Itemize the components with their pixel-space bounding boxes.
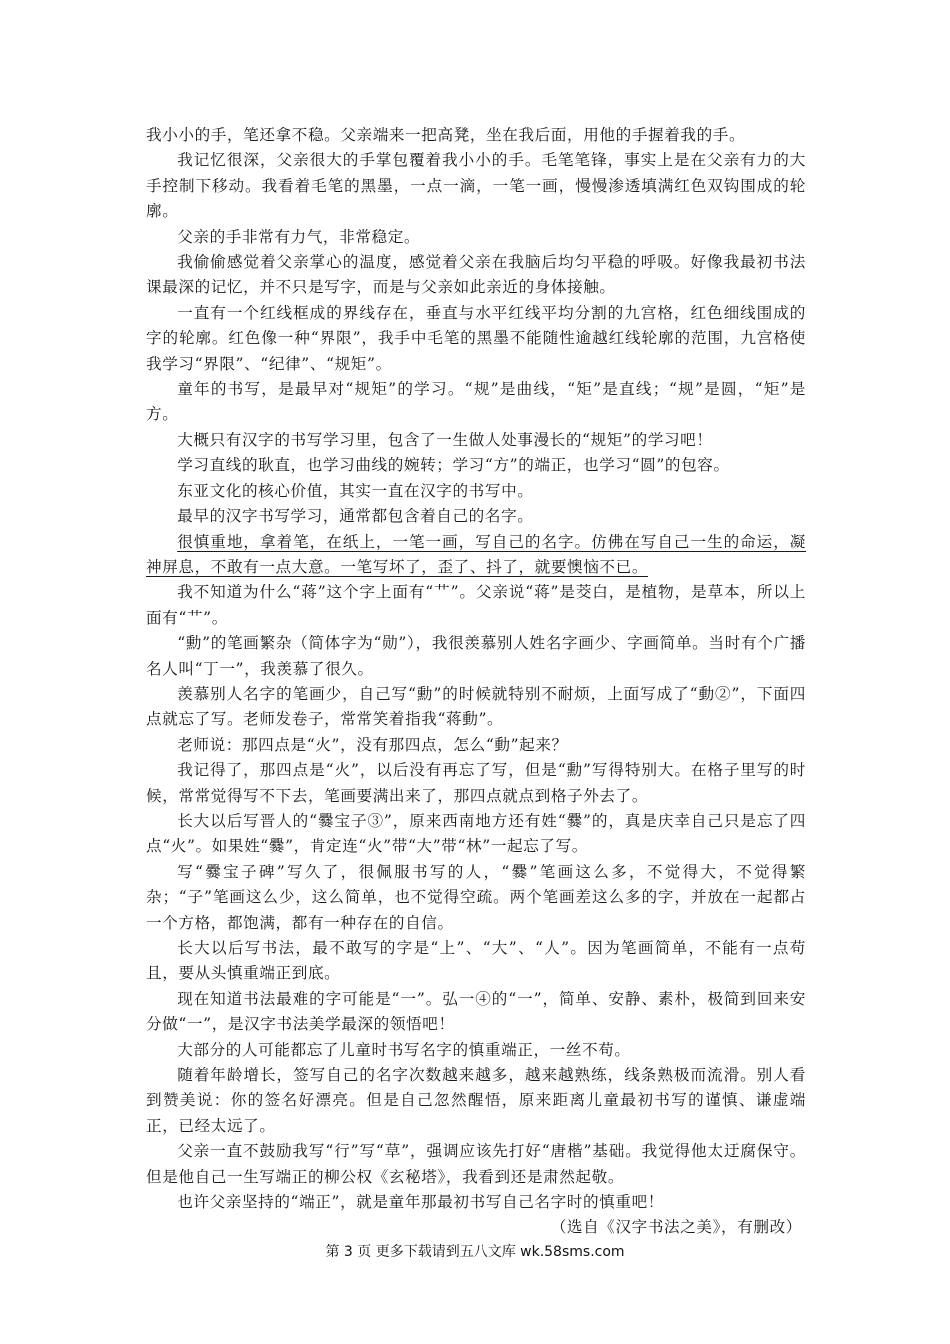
paragraph: 羡慕别人名字的笔画少，自己写“勳”的时候就特别不耐烦，上面写成了“動②”，下面四点就忘了写。老师发卷子，常常笑着指我“蒋動”。 xyxy=(146,684,806,729)
paragraph: 最早的汉字书写学习，通常都包含着自己的名字。 xyxy=(177,507,534,526)
paragraph: 大部分的人可能都忘了儿童时书写名字的慎重端正，一丝不苟。 xyxy=(177,1040,631,1059)
underlined-text: 很慎重地，拿着笔，在纸上，一笔一画，写自己的名字。仿佛在写自己一生的命运，凝神屏息，不敢有一点大意。一笔写坏了，歪了、抖了，就要懊恼不已。 xyxy=(146,532,806,576)
paragraph: 东亚文化的核心价值，其实一直在汉字的书写中。 xyxy=(177,481,534,500)
paragraph: 长大以后写书法，最不敢写的字是“上”、“大”、“人”。因为笔画简单，不能有一点苟且，要从头慎重端正到底。 xyxy=(146,939,806,983)
paragraph: 一直有一个红线框成的界线存在，垂直与水平红线平均分割的九宫格，红色细线围成的字的轮廓。红色像一种“界限”，我手中毛笔的黑墨不能随性逾越红线轮廓的范围，九宫格使我学习“界限”、“纪律”、“规矩”。 xyxy=(146,303,806,373)
article-body xyxy=(146,123,806,1241)
source-citation: （选自《汉字书法之美》，有删改） xyxy=(550,1218,802,1237)
paragraph: 现在知道书法最难的字可能是“一”。弘一④的“一”，简单、安静、素朴，极简到回来安分做“一”，是汉字书法美学最深的领悟吧！ xyxy=(146,989,806,1034)
paragraph: 我记忆很深，父亲很大的手掌包覆着我小小的手。毛笔笔锋，事实上是在父亲有力的大手控制下移动。我看着毛笔的黑墨，一点一滴，一笔一画，慢慢渗透填满红色双钩围成的轮廓。 xyxy=(146,151,806,221)
paragraph: 老师说：那四点是“火”，没有那四点，怎么“動”起来？ xyxy=(177,735,568,754)
paragraph: 父亲的手非常有力气，非常稳定。 xyxy=(177,227,421,246)
paragraph: 大概只有汉字的书写学习里，包含了一生做人处事漫长的“规矩”的学习吧！ xyxy=(177,430,713,449)
paragraph: 我小小的手，笔还拿不稳。父亲端来一把高凳，坐在我后面，用他的手握着我的手。 xyxy=(146,126,746,144)
paragraph: 写“爨宝子碑”写久了，很佩服书写的人，“爨”笔画这么多，不觉得大，不觉得繁杂；“子”笔画这么少，这么简单，也不觉得空疏。两个笔画差这么多的字，并放在一起都占一个方格，都饱满，都有一种存在的自信。 xyxy=(146,862,806,932)
paragraph: 学习直线的耿直，也学习曲线的婉转；学习“方”的端正，也学习“圆”的包容。 xyxy=(177,456,730,475)
paragraph: 长大以后写晋人的“爨宝子③”，原来西南地方还有姓“爨”的，真是庆幸自己只是忘了四点“火”。如果姓“爨”，肯定连“火”带“大”带“林”一起忘了写。 xyxy=(146,811,806,856)
paragraph: 也许父亲坚持的“端正”，就是童年那最初书写自己名字时的慎重吧！ xyxy=(177,1193,664,1212)
paragraph: 父亲一直不鼓励我写“行”写“草”，强调应该先打好“唐楷”基础。我觉得他太迂腐保守。但是他自己一生写端正的柳公权《玄秘塔》，我看到还是肃然起敬。 xyxy=(146,1142,806,1186)
paragraph: 随着年龄增长，签写自己的名字次数越来越多，越来越熟练，线条熟极而流滑。别人看到赞美说：你的签名好漂亮。但是自己忽然醒悟，原来距离儿童最初书写的谨慎、谦虚端正，已经太远了。 xyxy=(146,1066,806,1135)
paragraph: 童年的书写，是最早对“规矩”的学习。“规”是曲线，“矩”是直线；“规”是圆，“矩”是方。 xyxy=(146,380,806,424)
underlined-paragraph xyxy=(146,530,806,581)
paragraph: 我偷偷感觉着父亲掌心的温度，感觉着父亲在我脑后均匀平稳的呼吸。好像我最初书法课最深的记忆，并不只是写字，而是与父亲如此亲近的身体接触。 xyxy=(146,253,806,297)
paragraph: 我记得了，那四点是“火”，以后没有再忘了写，但是“勳”写得特别大。在格子里写的时候，常常觉得写不下去，笔画要满出来了，那四点就点到格子外去了。 xyxy=(146,761,806,805)
page-footer: 第 3 页 更多下载请到五八文库 wk.58sms.com xyxy=(325,1244,625,1260)
paragraph: 我不知道为什么“蒋”这个字上面有“艹”。父亲说“蒋”是茭白，是植物，是草本，所以上面有“艹”。 xyxy=(146,583,806,627)
paragraph: “勳”的笔画繁杂（简体字为“勋”），我很羡慕别人姓名字画少、字画简单。当时有个广播名人叫“丁一”，我羡慕了很久。 xyxy=(146,634,806,678)
